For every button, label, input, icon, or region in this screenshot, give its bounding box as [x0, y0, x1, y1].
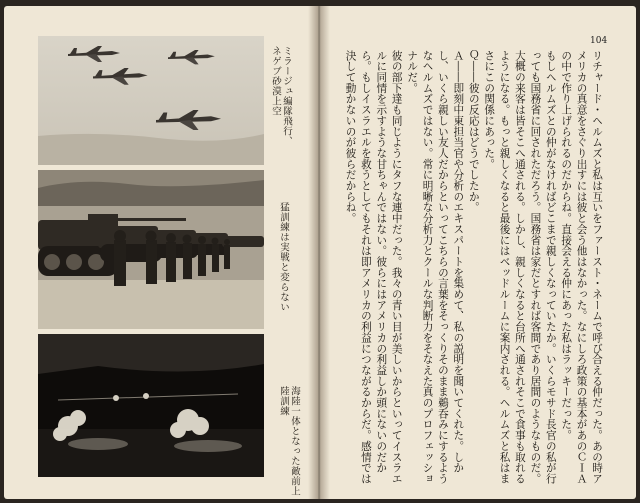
photo-tank-training: [38, 170, 264, 329]
paragraph: リチャード・ヘルムズと私は互いをファースト・ネームで呼び合える仲だった。あの時アメリカの真意をさぐり出すには彼と会う他はなかった。なにしろ政策の基本があのＣＩＡの中で作り上げられるのだからね。直接会える仲にあった私はラッキーだった。: [560, 50, 603, 484]
paragraph: 彼の部下達も同じようにタフな連中だった。我々の青い目が美しいからといってイスラエルに同情を示すような甘ちゃんではない。彼らにはアメリカの利益しか頭にないのだから。もしイスラエルを救うとしてもそれは即アメリカの利益につながるからだ。感情では決して動かないのが彼らだからね。: [344, 50, 403, 484]
paragraph: Ａ――即刻中東担当官や分析のエキスパートを集めて、私の説明を聞いてくれた。しかし、いくら親しい友人だからといってこちらの言葉をそっくりそのまま鵜呑みにするようなヘルムズではない。常に明晰な分析力とクールな判断力をそなえた真のプロフェッショナルだ。: [406, 50, 465, 484]
body-text: [332, 50, 604, 490]
book-gutter: [308, 6, 330, 499]
photo-jets-formation: [38, 36, 264, 165]
caption-line: 猛訓練は実戦と変らない: [278, 202, 289, 312]
caption-line: ネゲブ砂漠上空: [270, 46, 281, 116]
page-number: 104: [590, 36, 608, 46]
caption-tanks: [278, 202, 289, 312]
paragraph: もしヘルムズとの仲がなければどこまで親しくなっていたか。いくらモサド長官の私が行っても国務省に回されただろう。国務省は家だとすれば客間であり居間のようなものだ。大概の来客は皆そこへ通される。しかし、親しくなると台所へ通されそこで食事も取れるようになる。もっと親しくなると最後にはベッドルームに案内される。ヘルムズと私はまさにこの関係にあった。: [483, 50, 557, 484]
photo-night-landing: [38, 334, 264, 477]
caption-landing: [278, 386, 300, 496]
caption-jets: [270, 46, 292, 166]
caption-line: ミラージュ編隊飛行、: [281, 46, 292, 146]
caption-line: 海陸一体となった敵前上陸訓練: [278, 386, 300, 496]
paragraph: Ｑ――彼の反応はどうでしたか。: [467, 50, 480, 213]
